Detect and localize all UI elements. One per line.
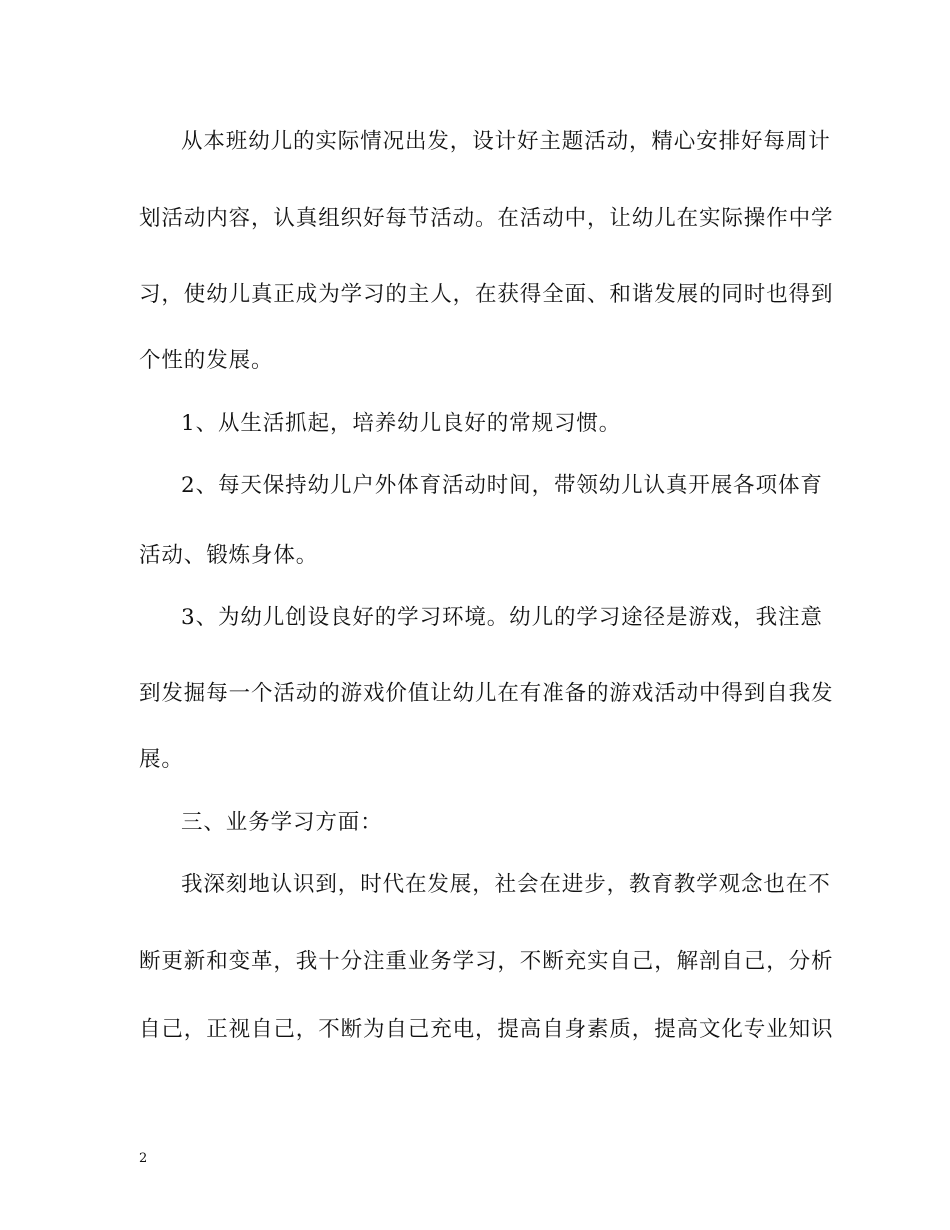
paragraph-line: 自己，正视自己，不断为自己充电，提高自身素质，提高文化专业知识 bbox=[139, 1017, 834, 1042]
paragraph-line: 展。 bbox=[139, 747, 184, 772]
paragraph-line: 我深刻地认识到，时代在发展，社会在进步，教育教学观念也在不 bbox=[181, 872, 831, 897]
list-item: 3、为幼儿创设良好的学习环境。幼儿的学习途径是游戏，我注意 bbox=[181, 605, 823, 630]
paragraph-line: 活动、锻炼身体。 bbox=[139, 543, 319, 568]
paragraph-line: 从本班幼儿的实际情况出发，设计好主题活动，精心安排好每周计 bbox=[181, 129, 831, 154]
paragraph-line: 划活动内容，认真组织好每节活动。在活动中，让幼儿在实际操作中学 bbox=[139, 206, 834, 231]
section-heading: 三、业务学习方面： bbox=[181, 810, 383, 835]
list-item: 1、从生活抓起，培养幼儿良好的常规习惯。 bbox=[181, 411, 622, 436]
page-number: 2 bbox=[139, 1151, 148, 1166]
paragraph-line: 到发掘每一个活动的游戏价值让幼儿在有准备的游戏活动中得到自我发 bbox=[139, 681, 834, 706]
paragraph-line: 断更新和变革，我十分注重业务学习，不断充实自己，解剖自己，分析 bbox=[139, 949, 834, 974]
paragraph-line: 个性的发展。 bbox=[139, 348, 274, 373]
list-item: 2、每天保持幼儿户外体育活动时间，带领幼儿认真开展各项体育 bbox=[181, 473, 823, 498]
paragraph-line: 习，使幼儿真正成为学习的主人，在获得全面、和谐发展的同时也得到 bbox=[139, 282, 834, 307]
